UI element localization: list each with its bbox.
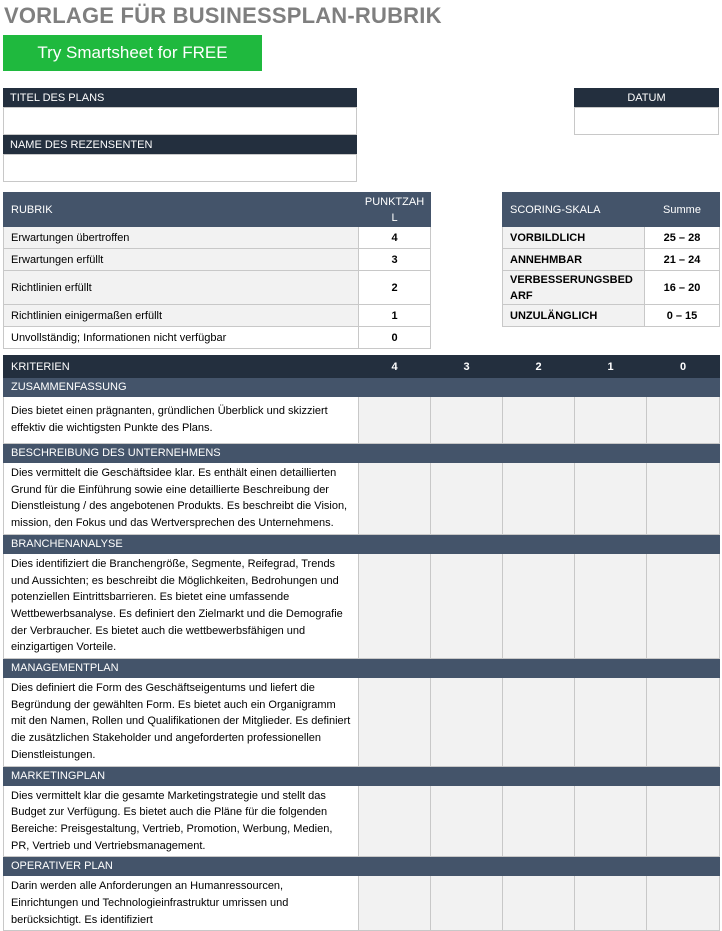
scale-label: UNZULÄNGLICH: [503, 305, 645, 327]
section-row: [4, 659, 720, 678]
section-title: MANAGEMENTPLAN: [4, 659, 359, 678]
criterion-description: Dies vermittelt die Geschäftsidee klar. Es enthält einen detaillierten Grund für die Einführung sowie eine detaillierte Beschreibung der Dienstleistung / des angebotenen Produkts. Es beschreibt die Vision, mission, den Fokus und das Wertversprechen des Unternehmens.: [4, 463, 359, 535]
score-cell[interactable]: [431, 678, 503, 767]
score-cell[interactable]: [575, 785, 647, 857]
score-cell[interactable]: [503, 553, 575, 658]
score-cell[interactable]: [359, 678, 431, 767]
date-field[interactable]: [574, 107, 719, 135]
points-header: PUNKTZAHL: [359, 193, 431, 227]
scale-header: SCORING-SKALA: [503, 193, 645, 227]
rubric-label: Erwartungen erfüllt: [4, 249, 359, 271]
score-cell[interactable]: [647, 463, 720, 535]
criterion-description: Dies identifiziert die Branchengröße, Segmente, Reifegrad, Trends und Aussichten; es beschreibt die Möglichkeiten, Bedrohungen und potenziellen Eintrittsbarrieren. Es bietet eine umfassende Wettbewerbsanalyse. Es definiert den Zielmarkt und die Demografie der Verbraucher. Es bietet auch die wettbewerbsfähigen und einzigartigen Vorteile.: [4, 553, 359, 658]
reviewer-name-header: NAME DES REZENSENTEN: [3, 135, 357, 154]
score-cell[interactable]: [575, 397, 647, 444]
score-cell[interactable]: [431, 553, 503, 658]
section-title: OPERATIVER PLAN: [4, 857, 359, 876]
section-title: BRANCHENANALYSE: [4, 534, 359, 553]
score-cell[interactable]: [647, 553, 720, 658]
score-cell[interactable]: [431, 876, 503, 931]
score-header: 4: [359, 356, 431, 378]
date-header: DATUM: [574, 88, 719, 107]
score-cell[interactable]: [431, 397, 503, 444]
rubric-label: Richtlinien erfüllt: [4, 271, 359, 305]
criteria-header: KRITERIEN: [4, 356, 359, 378]
score-cell[interactable]: [503, 876, 575, 931]
section-row: [4, 766, 720, 785]
rubric-points: 0: [359, 327, 431, 349]
score-cell[interactable]: [431, 785, 503, 857]
section-row: [4, 444, 720, 463]
score-cell[interactable]: [359, 785, 431, 857]
rubric-points: 2: [359, 271, 431, 305]
score-cell[interactable]: [359, 463, 431, 535]
scale-range: 0 – 15: [645, 305, 720, 327]
score-header: 1: [575, 356, 647, 378]
criterion-description: Dies definiert die Form des Geschäftseigentums und liefert die Begründung der gewählten Form. Es bietet auch ein Organigramm mit den Namen, Rollen und Qualifikationen der Mitglieder. Es definiert die zusätzlichen Stakeholder und angeforderten professionellen Dienstleistungen.: [4, 678, 359, 767]
score-cell[interactable]: [431, 463, 503, 535]
score-cell[interactable]: [647, 876, 720, 931]
rubric-label: Richtlinien einigermaßen erfüllt: [4, 305, 359, 327]
rubric-table: [3, 192, 431, 349]
criterion-description: Dies vermittelt klar die gesamte Marketingstrategie und stellt das Budget zur Verfügung. Es bietet auch die Pläne für die folgenden Bereiche: Preisgestaltung, Vertrieb, Promotion, Werbung, Medien, PR, Vertrieb und Vertriebsmanagement.: [4, 785, 359, 857]
section-row: [4, 534, 720, 553]
rubric-points: 3: [359, 249, 431, 271]
criterion-row: [4, 876, 720, 931]
score-cell[interactable]: [503, 785, 575, 857]
score-cell[interactable]: [359, 397, 431, 444]
rubric-label: Erwartungen übertroffen: [4, 227, 359, 249]
scale-row: [503, 249, 720, 271]
page-title: VORLAGE FÜR BUSINESSPLAN-RUBRIK: [4, 3, 442, 28]
scale-header-row: [503, 193, 720, 227]
score-cell[interactable]: [575, 553, 647, 658]
score-cell[interactable]: [647, 678, 720, 767]
score-cell[interactable]: [575, 876, 647, 931]
scale-row: [503, 271, 720, 305]
score-header: 3: [431, 356, 503, 378]
scale-label: ANNEHMBAR: [503, 249, 645, 271]
scoring-scale-table: [502, 192, 720, 327]
score-cell[interactable]: [575, 463, 647, 535]
score-cell[interactable]: [503, 397, 575, 444]
section-row: [4, 857, 720, 876]
sum-header: Summe: [645, 193, 720, 227]
scale-range: 21 – 24: [645, 249, 720, 271]
section-title: ZUSAMMENFASSUNG: [4, 378, 359, 397]
score-cell[interactable]: [647, 785, 720, 857]
section-title: MARKETINGPLAN: [4, 766, 359, 785]
section-title: BESCHREIBUNG DES UNTERNEHMENS: [4, 444, 359, 463]
scale-range: 16 – 20: [645, 271, 720, 305]
scale-row: [503, 227, 720, 249]
plan-title-field[interactable]: [3, 107, 357, 135]
criterion-row: [4, 678, 720, 767]
criterion-row: [4, 463, 720, 535]
score-cell[interactable]: [575, 678, 647, 767]
rubric-header: RUBRIK: [4, 193, 359, 227]
rubric-label: Unvollständig; Informationen nicht verfügbar: [4, 327, 359, 349]
criterion-description: Darin werden alle Anforderungen an Humanressourcen, Einrichtungen und Technologieinfrastruktur umrissen und berücksichtigt. Es identifiziert: [4, 876, 359, 931]
score-header: 2: [503, 356, 575, 378]
score-cell[interactable]: [503, 678, 575, 767]
score-header: 0: [647, 356, 720, 378]
scale-label: VORBILDLICH: [503, 227, 645, 249]
score-cell[interactable]: [359, 876, 431, 931]
scale-label: VERBESSERUNGSBEDARF: [503, 271, 645, 305]
rubric-row: [4, 249, 431, 271]
rubric-row: [4, 327, 431, 349]
section-row: [4, 378, 720, 397]
scale-row: [503, 305, 720, 327]
rubric-row: [4, 271, 431, 305]
criterion-row: [4, 785, 720, 857]
score-cell[interactable]: [647, 397, 720, 444]
try-smartsheet-button[interactable]: Try Smartsheet for FREE: [3, 35, 262, 71]
rubric-points: 1: [359, 305, 431, 327]
plan-title-header: TITEL DES PLANS: [3, 88, 357, 107]
score-cell[interactable]: [359, 553, 431, 658]
rubric-row: [4, 227, 431, 249]
reviewer-name-field[interactable]: [3, 154, 357, 182]
criteria-header-row: [4, 356, 720, 378]
criterion-row: [4, 553, 720, 658]
criterion-description: Dies bietet einen prägnanten, gründlichen Überblick und skizziert effektiv die wichtigsten Punkte des Plans.: [4, 397, 359, 444]
scale-range: 25 – 28: [645, 227, 720, 249]
rubric-row: [4, 305, 431, 327]
rubric-header-row: [4, 193, 431, 227]
criteria-table: [3, 355, 720, 931]
rubric-points: 4: [359, 227, 431, 249]
criterion-row: [4, 397, 720, 444]
score-cell[interactable]: [503, 463, 575, 535]
